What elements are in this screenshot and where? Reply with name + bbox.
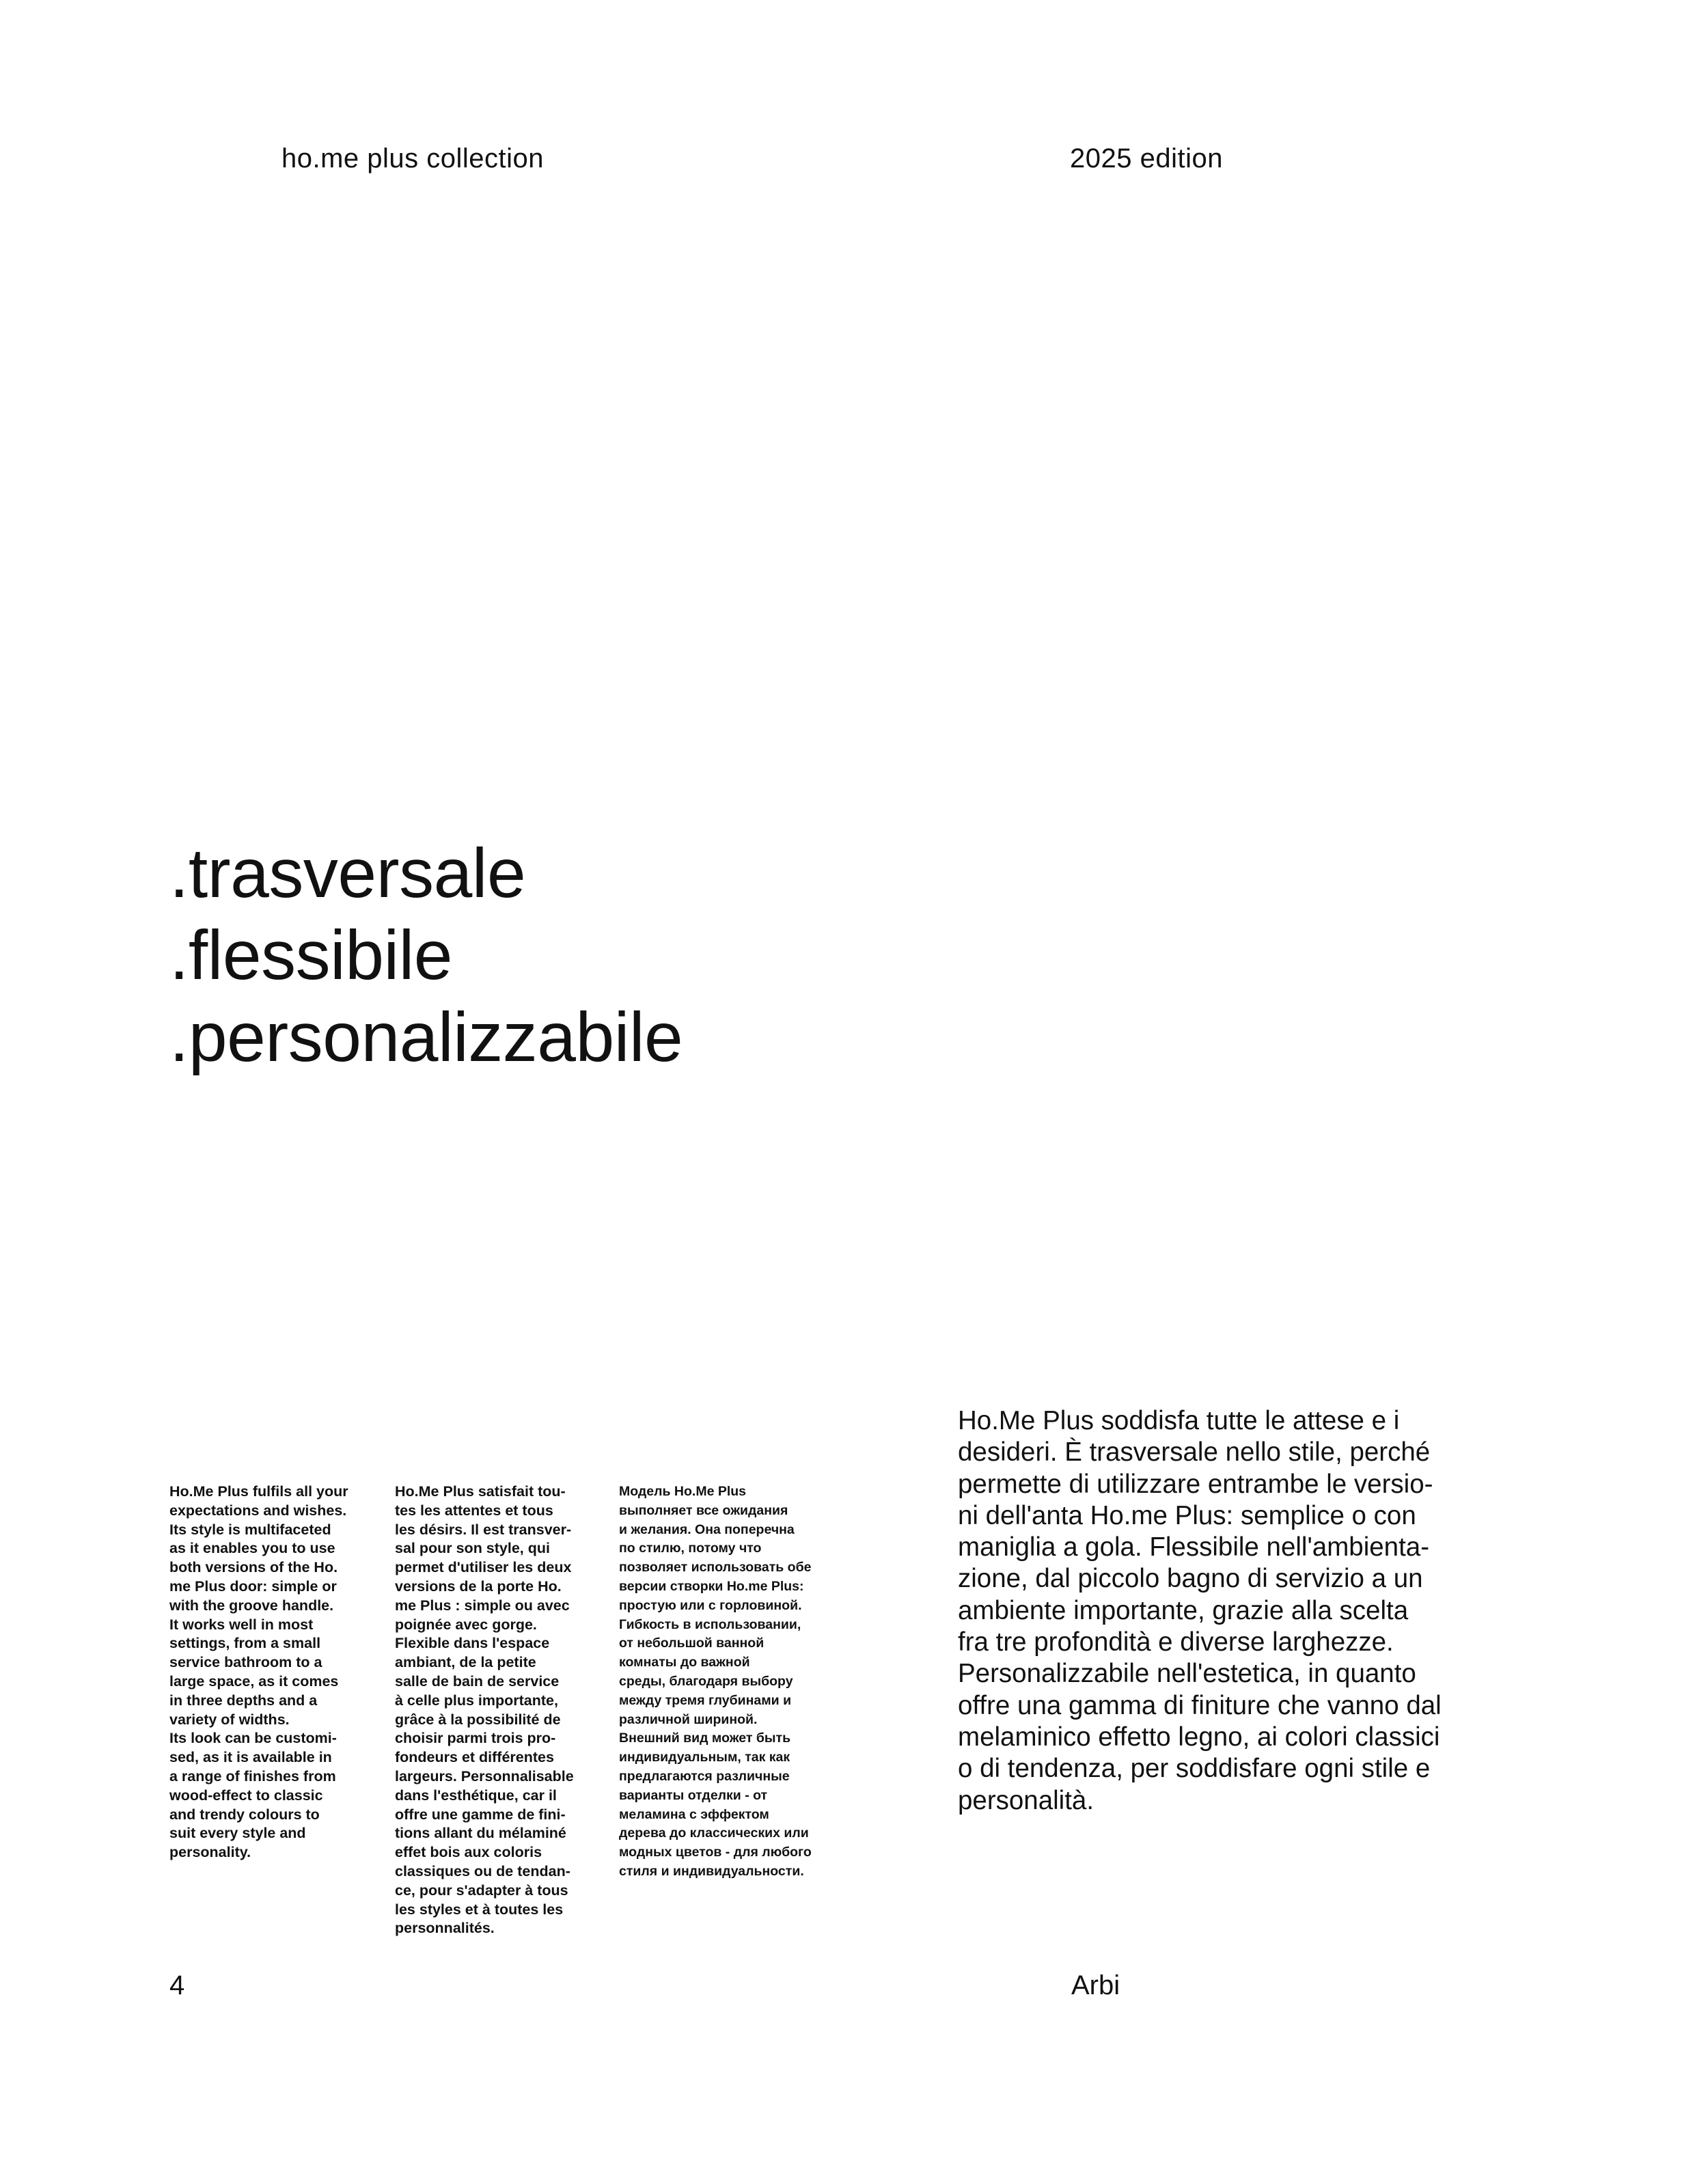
- keyword-trasversale: .trasversale: [169, 834, 526, 912]
- keyword-list: [169, 832, 683, 1078]
- french-text-column: Ho.Me Plus satisfait tou- tes les attentes et tous les désirs. Il est transver- sal pour son style, qui permet d'utiliser les deux versions de la porte Ho. me Plus : simple ou avec poignée avec gorge. Flexible dans l'espace ambiant, de la petite salle de bain de service à celle plus importante, grâce à la possibilité de choisir parmi trois pro- fondeurs et différentes largeurs. Personnalisable dans l'esthétique, car il offre une gamme de fini- tions allant du mélaminé effet bois aux coloris classiques ou de tendan- ce, pour s'adapter à tous les styles et à toutes les personnalités.: [395, 1483, 574, 1937]
- page-number: 4: [169, 1970, 185, 2000]
- keyword-personalizzabile: .personalizzabile: [169, 998, 683, 1076]
- italian-text-column: Ho.Me Plus soddisfa tutte le attese e i desideri. È trasversale nello stile, perché permette di utilizzare entrambe le versio- ni dell'anta Ho.me Plus: semplice o con maniglia a gola. Flessibile nell'ambienta- zione, dal piccolo bagno di servizio a un ambiente importante, grazie alla scelta fra tre profondità e diverse larghezze. Personalizzabile nell'estetica, in quanto offre una gamma di finiture che vanno dal melaminico effetto legno, ai colori classici o di tendenza, per soddisfare ogni stile e personalità.: [958, 1406, 1442, 1815]
- brand-name: Arbi: [1071, 1970, 1120, 2000]
- collection-title: ho.me plus collection: [281, 143, 545, 174]
- edition-label: 2025 edition: [1070, 143, 1223, 174]
- english-text-column: Ho.Me Plus fulfils all your expectations and wishes. Its style is multifaceted as it enables you to use both versions of the Ho. me Plus door: simple or with the groove handle. It works well in most settings, from a small service bathroom to a large space, as it comes in three depths and a variety of widths. Its look can be customi- sed, as it is available in a range of finishes from wood-effect to classic and trendy colours to suit every style and personality.: [169, 1483, 348, 1861]
- keyword-flessibile: .flessibile: [169, 916, 453, 994]
- russian-text-column: Модель Ho.Me Plus выполняет все ожидания и желания. Она поперечна по стилю, потому что позволяет использовать обе версии створки Ho.me Plus: простую или с горловиной. Гибкость в использовании, от небольшой ванной комнаты до важной среды, благодаря выбору между тремя глубинами и различной шириной. Внешний вид может быть индивидуальным, так как предлагаются различные варианты отделки - от меламина с эффектом дерева до классических или модных цветов - для любого стиля и индивидуальности.: [619, 1484, 812, 1879]
